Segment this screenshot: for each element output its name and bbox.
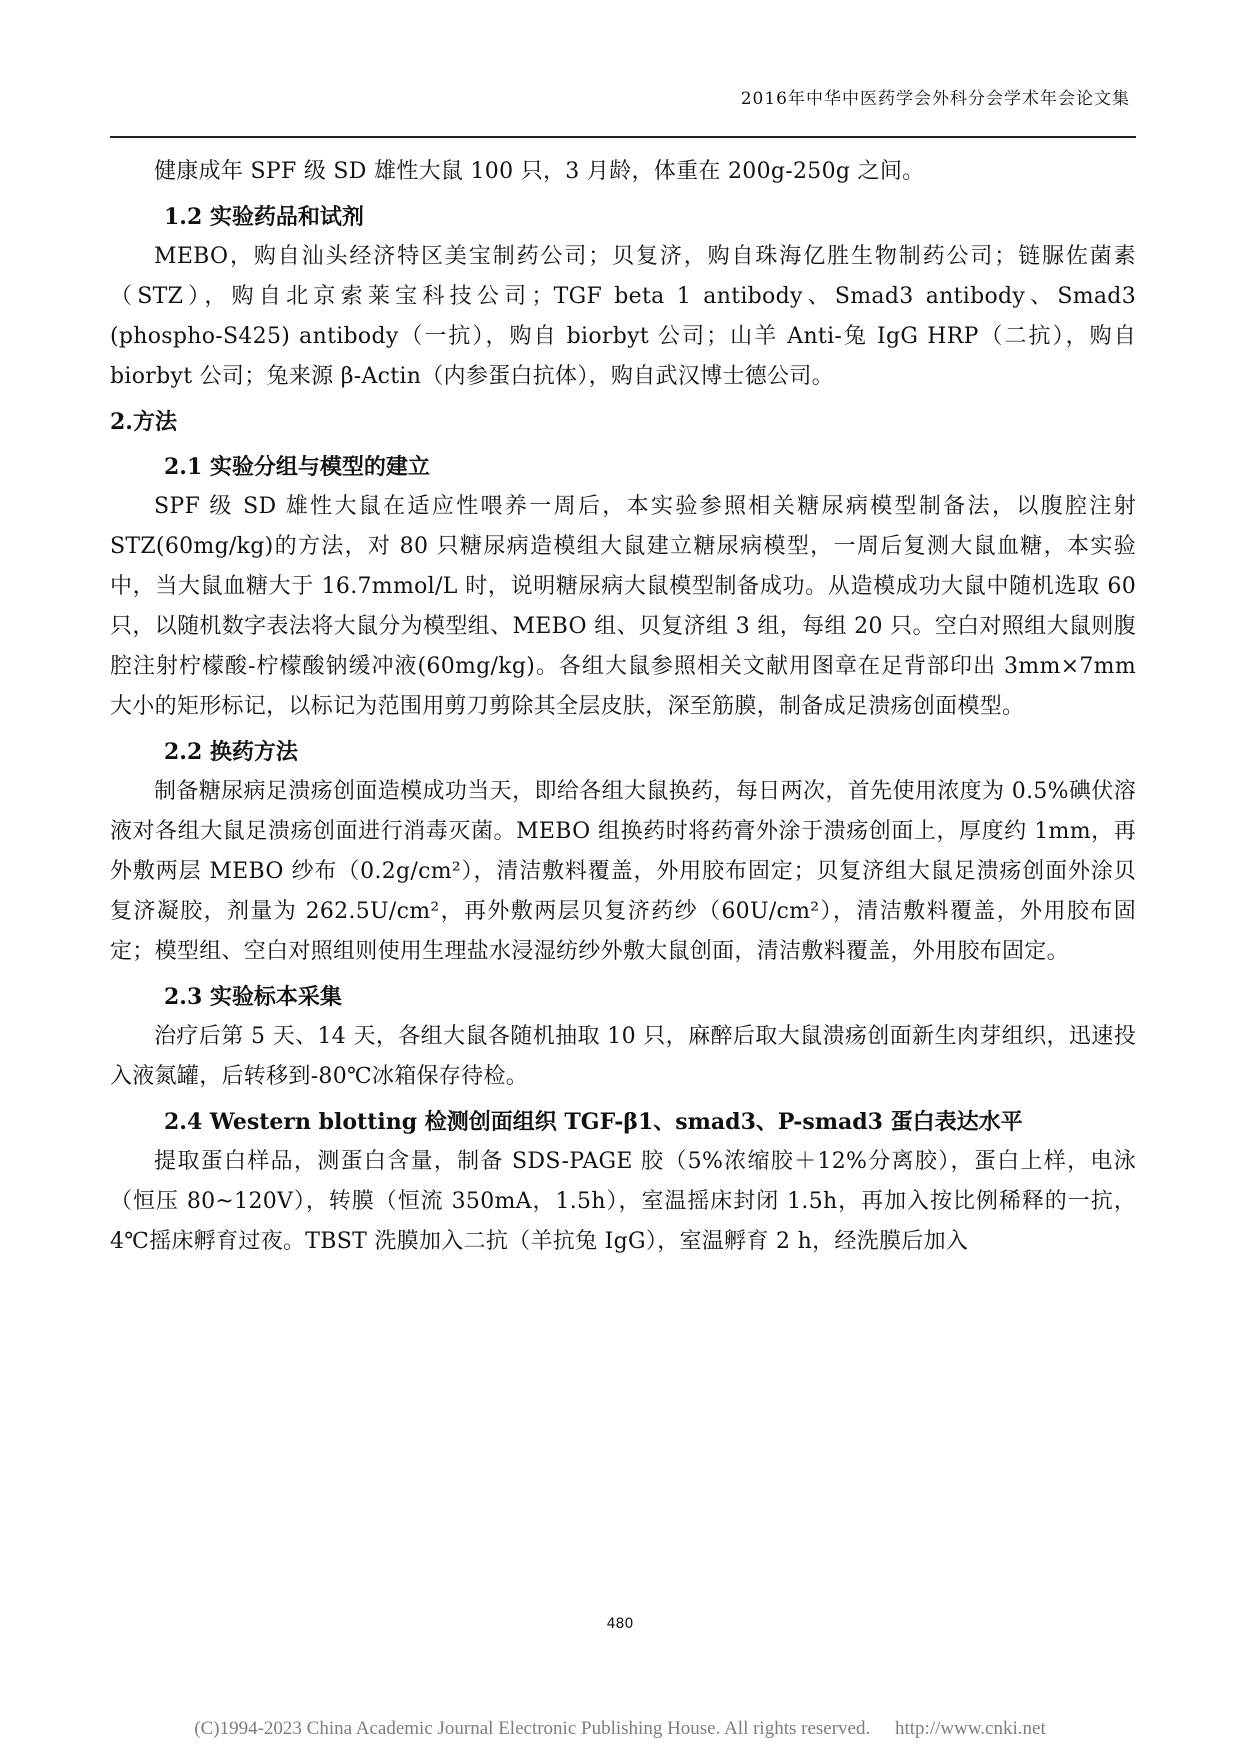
section-heading-2-4: 2.4 Western blotting 检测创面组织 TGF-β1、smad3、P-smad3 蛋白表达水平 (164, 1109, 1023, 1135)
section-heading-2-1: 2.1 实验分组与模型的建立 (164, 454, 430, 480)
page-number: 480 (606, 1616, 634, 1632)
section-heading-1-2: 1.2 实验药品和试剂 (164, 204, 364, 230)
paragraph-dressing: 制备糖尿病足溃疡创面造模成功当天，即给各组大鼠换药，每日两次，首先使用浓度为 0.5%碘伏溶液对各组大鼠足溃疡创面进行消毒灭菌。MEBO 组换药时将药膏外涂于溃疡创面上，厚度约 1mm，再外敷两层 MEBO 纱布（0.2g/cm²），清洁敷料覆盖，外用胶布固定；贝复济组大鼠足溃疡创面外涂贝复济凝胶，剂量为 262.5U/cm²，再外敷两层贝复济药纱（60U/cm²），清洁敷料覆盖，外用胶布固定；模型组、空白对照组则使用生理盐水浸湿纺纱外敷大鼠创面，清洁敷料覆盖，外用胶布固定。 (110, 779, 1136, 964)
paragraph-western-blot: 提取蛋白样品，测蛋白含量，制备 SDS-PAGE 胶（5%浓缩胶＋12%分离胶），蛋白上样，电泳（恒压 80~120V），转膜（恒流 350mA，1.5h），室温摇床封闭 1.5h，再加入按比例稀释的一抗，4℃摇床孵育过夜。TBST 洗膜加入二抗（羊抗兔 IgG），室温孵育 2 h，经洗膜后加入 (110, 1149, 1136, 1254)
copyright-footer (0, 1718, 1240, 1740)
paragraph-sampling: 治疗后第 5 天、14 天，各组大鼠各随机抽取 10 只，麻醉后取大鼠溃疡创面新生肉芽组织，迅速投入液氮罐，后转移到-80℃冰箱保存待检。 (110, 1024, 1136, 1089)
article-body (110, 152, 1136, 1262)
section-heading-methods: 2.方法 (110, 409, 177, 435)
copyright-text: (C)1994-2023 China Academic Journal Electronic Publishing House. All rights reserved. (194, 1718, 871, 1739)
paragraph-reagents: MEBO，购自汕头经济特区美宝制药公司；贝复济，购自珠海亿胜生物制药公司；链脲佐菌素（STZ），购自北京索莱宝科技公司；TGF beta 1 antibody、Smad3 antibody、Smad3 (phospho-S425) antibody（一抗），购自 biorbyt 公司；山羊 Anti-兔 IgG HRP（二抗），购自 biorbyt 公司；兔来源 β-Actin（内参蛋白抗体），购自武汉博士德公司。 (110, 244, 1136, 389)
paragraph-subjects: 健康成年 SPF 级 SD 雄性大鼠 100 只，3 月龄，体重在 200g-250g 之间。 (154, 159, 925, 184)
running-header: 2016年中华中医药学会外科分会学术年会论文集 (740, 89, 1130, 109)
paragraph-model: SPF 级 SD 雄性大鼠在适应性喂养一周后，本实验参照相关糖尿病模型制备法，以腹腔注射 STZ(60mg/kg)的方法，对 80 只糖尿病造模组大鼠建立糖尿病模型，一周后复测大鼠血糖，本实验中，当大鼠血糖大于 16.7mmol/L 时，说明糖尿病大鼠模型制备成功。从造模成功大鼠中随机选取 60 只，以随机数字表法将大鼠分为模型组、MEBO 组、贝复济组 3 组，每组 20 只。空白对照组大鼠则腹腔注射柠檬酸-柠檬酸钠缓冲液(60mg/kg)。各组大鼠参照相关文献用图章在足背部印出 3mm×7mm 大小的矩形标记，以标记为范围用剪刀剪除其全层皮肤，深至筋膜，制备成足溃疡创面模型。 (110, 494, 1136, 719)
header-rule (110, 136, 1136, 138)
section-heading-2-3: 2.3 实验标本采集 (164, 984, 342, 1010)
cnki-url: http://www.cnki.net (894, 1718, 1046, 1739)
section-heading-2-2: 2.2 换药方法 (164, 739, 298, 765)
